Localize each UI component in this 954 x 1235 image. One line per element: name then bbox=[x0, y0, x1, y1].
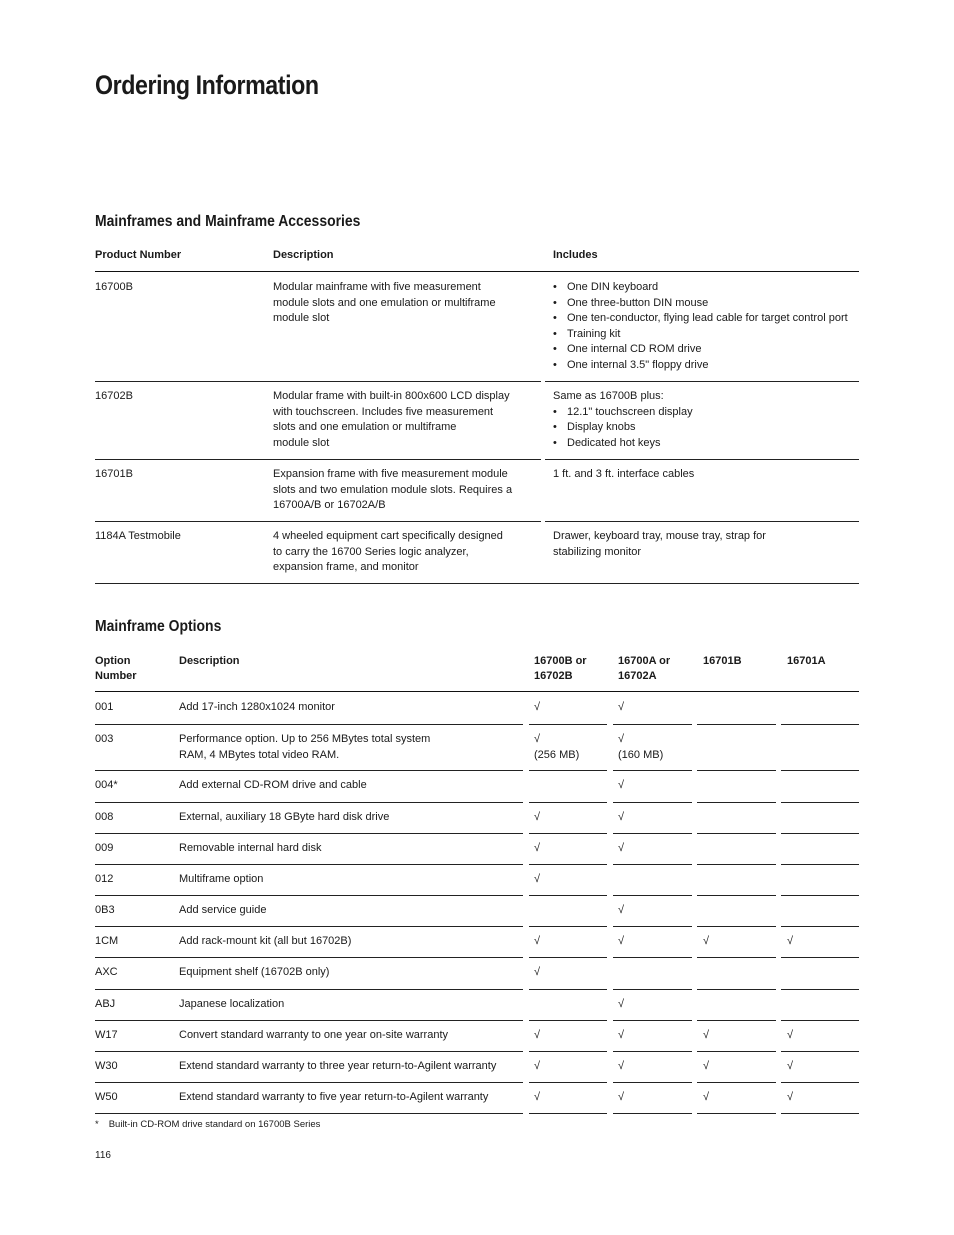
check-mark-icon: √ bbox=[703, 1029, 710, 1041]
row-rule bbox=[95, 459, 262, 460]
row-rule bbox=[613, 833, 692, 834]
row-rule bbox=[95, 989, 174, 990]
row-rule bbox=[529, 1051, 607, 1052]
header-rule bbox=[95, 271, 859, 272]
description-line: slots and two emulation module slots. Requires a bbox=[273, 483, 513, 496]
row-rule bbox=[781, 926, 859, 927]
availability-note: (256 MB) bbox=[534, 748, 580, 761]
option-description bbox=[179, 732, 430, 763]
option-description bbox=[179, 997, 284, 1013]
header-rule bbox=[95, 691, 859, 692]
row-rule bbox=[697, 802, 776, 803]
row-rule bbox=[781, 1051, 859, 1052]
row-rule bbox=[174, 895, 523, 896]
availability-c1 bbox=[534, 700, 540, 716]
footnote-marker: * bbox=[95, 1119, 99, 1130]
row-rule bbox=[781, 724, 859, 725]
check-mark-icon: √ bbox=[787, 935, 794, 947]
availability-note: (160 MB) bbox=[618, 748, 664, 761]
header-c2: 16700A or 16702A bbox=[618, 655, 671, 682]
check-mark-icon: √ bbox=[618, 998, 625, 1010]
availability-c2 bbox=[618, 903, 624, 919]
row-rule bbox=[95, 521, 262, 522]
option-number: 003 bbox=[95, 733, 114, 745]
row-rule bbox=[174, 802, 523, 803]
row-rule bbox=[781, 989, 859, 990]
includes-item: • One DIN keyboard bbox=[553, 280, 848, 296]
option-description bbox=[179, 841, 321, 857]
availability-c2 bbox=[618, 1028, 624, 1044]
row-rule bbox=[529, 1020, 607, 1021]
includes-cell bbox=[553, 529, 766, 560]
check-mark-icon: √ bbox=[534, 1029, 541, 1041]
product-number: 1184A Testmobile bbox=[95, 530, 181, 542]
row-rule bbox=[545, 459, 859, 460]
row-rule bbox=[613, 1051, 692, 1052]
description-line: Expansion frame with five measurement module bbox=[273, 468, 508, 480]
header-option: Option Number bbox=[95, 655, 137, 682]
check-mark-icon: √ bbox=[534, 701, 541, 713]
check-mark-icon: √ bbox=[618, 733, 625, 745]
row-rule bbox=[613, 989, 692, 990]
availability-c2 bbox=[618, 841, 624, 857]
row-rule bbox=[174, 1113, 523, 1114]
product-number: 16702B bbox=[95, 390, 133, 402]
row-rule bbox=[697, 989, 776, 990]
check-mark-icon: √ bbox=[534, 1060, 541, 1072]
row-rule bbox=[529, 895, 607, 896]
page-title: Ordering Information bbox=[95, 70, 319, 100]
availability-c2 bbox=[618, 1059, 624, 1075]
check-mark-icon: √ bbox=[787, 1091, 794, 1103]
row-rule bbox=[174, 926, 523, 927]
description-line: with touchscreen. Includes five measurement bbox=[273, 405, 494, 418]
row-rule bbox=[697, 1082, 776, 1083]
page-number: 116 bbox=[95, 1150, 111, 1161]
availability-c2 bbox=[618, 732, 663, 763]
option-description bbox=[179, 903, 266, 919]
check-mark-icon: √ bbox=[618, 842, 625, 854]
row-rule bbox=[613, 957, 692, 958]
row-rule bbox=[262, 521, 541, 522]
includes-intro: Same as 16700B plus: bbox=[553, 390, 664, 402]
row-rule bbox=[262, 459, 541, 460]
row-rule bbox=[95, 802, 174, 803]
description-line: Extend standard warranty to three year return-to-Agilent warranty bbox=[179, 1060, 497, 1072]
includes-item: • One ten-conductor, flying lead cable for target control port bbox=[553, 311, 848, 327]
availability-c3 bbox=[703, 1059, 709, 1075]
check-mark-icon: √ bbox=[534, 966, 541, 978]
header-c1: 16700B or 16702B bbox=[534, 655, 587, 682]
description-line: slots and one emulation or multiframe bbox=[273, 421, 457, 433]
description-line: Convert standard warranty to one year on-site warranty bbox=[179, 1029, 449, 1041]
check-mark-icon: √ bbox=[534, 873, 541, 885]
row-rule bbox=[95, 1082, 174, 1083]
row-rule bbox=[545, 381, 859, 382]
check-mark-icon: √ bbox=[618, 811, 625, 823]
row-rule bbox=[95, 1020, 174, 1021]
option-number: 004* bbox=[95, 779, 118, 791]
option-number: W50 bbox=[95, 1091, 118, 1103]
row-rule bbox=[174, 1020, 523, 1021]
row-rule bbox=[697, 957, 776, 958]
row-rule bbox=[95, 770, 174, 771]
check-mark-icon: √ bbox=[618, 935, 625, 947]
check-mark-icon: √ bbox=[618, 904, 625, 916]
row-rule bbox=[529, 1082, 607, 1083]
description-line: Removable internal hard disk bbox=[179, 842, 322, 854]
header-c3: 16701B bbox=[703, 655, 742, 667]
row-rule bbox=[529, 989, 607, 990]
row-rule bbox=[95, 833, 174, 834]
header-c4: 16701A bbox=[787, 655, 826, 667]
availability-c2 bbox=[618, 778, 624, 794]
availability-c2 bbox=[618, 1090, 624, 1106]
option-description bbox=[179, 778, 367, 794]
includes-item: • One three-button DIN mouse bbox=[553, 296, 848, 312]
availability-c4 bbox=[787, 1028, 793, 1044]
row-rule bbox=[529, 864, 607, 865]
availability-c2 bbox=[618, 700, 624, 716]
accessories-heading: Mainframes and Mainframe Accessories bbox=[95, 213, 361, 230]
option-number: ABJ bbox=[95, 998, 116, 1010]
availability-c2 bbox=[618, 934, 624, 950]
row-rule bbox=[781, 1082, 859, 1083]
footnote bbox=[95, 1119, 320, 1130]
description-line: Equipment shelf (16702B only) bbox=[179, 966, 330, 978]
row-rule bbox=[697, 926, 776, 927]
row-rule bbox=[95, 1113, 174, 1114]
row-rule bbox=[174, 864, 523, 865]
description-line: Modular frame with built-in 800x600 LCD display bbox=[273, 390, 510, 402]
availability-c3 bbox=[703, 934, 709, 950]
availability-c1 bbox=[534, 1090, 540, 1106]
product-description bbox=[273, 467, 512, 514]
description-line: Modular mainframe with five measurement bbox=[273, 281, 481, 293]
includes-intro: 1 ft. and 3 ft. interface cables bbox=[553, 468, 695, 480]
check-mark-icon: √ bbox=[534, 811, 541, 823]
header-product-number: Product Number bbox=[95, 249, 182, 261]
availability-c1 bbox=[534, 872, 540, 888]
option-description bbox=[179, 810, 389, 826]
row-rule bbox=[174, 1051, 523, 1052]
row-rule bbox=[529, 926, 607, 927]
description-line: 16700A/B or 16702A/B bbox=[273, 499, 386, 511]
check-mark-icon: √ bbox=[618, 701, 625, 713]
option-description bbox=[179, 1059, 496, 1075]
check-mark-icon: √ bbox=[534, 842, 541, 854]
description-line: Multiframe option bbox=[179, 873, 264, 885]
row-rule bbox=[781, 770, 859, 771]
availability-c1 bbox=[534, 732, 579, 763]
row-rule bbox=[262, 381, 541, 382]
availability-c1 bbox=[534, 810, 540, 826]
availability-c1 bbox=[534, 934, 540, 950]
row-rule bbox=[781, 1113, 859, 1114]
description-line: to carry the 16700 Series logic analyzer, bbox=[273, 545, 469, 558]
description-line: Add service guide bbox=[179, 904, 267, 916]
check-mark-icon: √ bbox=[618, 1029, 625, 1041]
description-line: module slot bbox=[273, 436, 330, 449]
description-line: expansion frame, and monitor bbox=[273, 561, 419, 573]
row-rule bbox=[95, 895, 174, 896]
check-mark-icon: √ bbox=[618, 1091, 625, 1103]
row-rule bbox=[529, 1113, 607, 1114]
includes-item: • Dedicated hot keys bbox=[553, 436, 693, 452]
availability-c4 bbox=[787, 1059, 793, 1075]
row-rule bbox=[613, 895, 692, 896]
header-includes: Includes bbox=[553, 249, 598, 261]
option-description bbox=[179, 934, 351, 950]
description-line: Japanese localization bbox=[179, 998, 285, 1010]
check-mark-icon: √ bbox=[703, 1091, 710, 1103]
availability-c2 bbox=[618, 997, 624, 1013]
includes-item: • Training kit bbox=[553, 327, 848, 343]
product-description bbox=[273, 529, 503, 576]
row-rule bbox=[174, 770, 523, 771]
options-heading: Mainframe Options bbox=[95, 618, 222, 635]
includes-cell bbox=[553, 467, 694, 483]
row-rule bbox=[174, 833, 523, 834]
row-rule bbox=[95, 381, 262, 382]
row-rule bbox=[613, 1113, 692, 1114]
includes-item: • One internal 3.5" floppy drive bbox=[553, 358, 848, 374]
header-description: Description bbox=[273, 249, 334, 261]
availability-c1 bbox=[534, 841, 540, 857]
row-rule bbox=[95, 724, 174, 725]
row-rule bbox=[697, 1113, 776, 1114]
check-mark-icon: √ bbox=[618, 779, 625, 791]
includes-cell bbox=[553, 280, 848, 373]
row-rule bbox=[697, 1020, 776, 1021]
description-line: 4 wheeled equipment cart specifically designed bbox=[273, 530, 503, 542]
includes-item: • Display knobs bbox=[553, 420, 693, 436]
product-number: 16701B bbox=[95, 468, 133, 480]
availability-c2 bbox=[618, 810, 624, 826]
includes-list bbox=[553, 405, 693, 452]
description-line: Extend standard warranty to five year return-to-Agilent warranty bbox=[179, 1091, 489, 1103]
includes-item: • One internal CD ROM drive bbox=[553, 342, 848, 358]
row-rule bbox=[781, 895, 859, 896]
row-rule bbox=[697, 724, 776, 725]
option-description bbox=[179, 965, 329, 981]
row-rule bbox=[613, 864, 692, 865]
row-rule bbox=[781, 833, 859, 834]
description-line: External, auxiliary 18 GByte hard disk drive bbox=[179, 811, 390, 823]
row-rule bbox=[613, 926, 692, 927]
row-rule bbox=[613, 802, 692, 803]
row-rule bbox=[613, 724, 692, 725]
availability-c4 bbox=[787, 934, 793, 950]
option-number: AXC bbox=[95, 966, 118, 978]
option-number: 009 bbox=[95, 842, 114, 854]
check-mark-icon: √ bbox=[703, 935, 710, 947]
row-rule bbox=[613, 1082, 692, 1083]
description-line: module slots and one emulation or multiframe bbox=[273, 296, 496, 309]
includes-intro: Drawer, keyboard tray, mouse tray, strap for stabilizing monitor bbox=[553, 530, 766, 558]
availability-c4 bbox=[787, 1090, 793, 1106]
row-rule bbox=[781, 802, 859, 803]
product-description bbox=[273, 280, 496, 327]
row-rule bbox=[95, 926, 174, 927]
row-rule bbox=[545, 521, 859, 522]
check-mark-icon: √ bbox=[787, 1029, 794, 1041]
includes-cell bbox=[553, 389, 693, 451]
row-rule bbox=[781, 957, 859, 958]
row-rule bbox=[529, 802, 607, 803]
availability-c3 bbox=[703, 1028, 709, 1044]
row-rule bbox=[529, 724, 607, 725]
row-rule bbox=[174, 724, 523, 725]
row-rule bbox=[697, 833, 776, 834]
row-rule bbox=[95, 864, 174, 865]
row-rule bbox=[95, 1051, 174, 1052]
footnote-text: Built-in CD-ROM drive standard on 16700B Series bbox=[108, 1119, 321, 1130]
description-line: Add external CD-ROM drive and cable bbox=[179, 779, 367, 791]
check-mark-icon: √ bbox=[534, 935, 541, 947]
option-number: W17 bbox=[95, 1029, 118, 1041]
row-rule bbox=[174, 1082, 523, 1083]
row-rule bbox=[781, 864, 859, 865]
description-line: module slot bbox=[273, 312, 330, 324]
option-number: 008 bbox=[95, 811, 114, 823]
check-mark-icon: √ bbox=[787, 1060, 794, 1072]
option-number: 012 bbox=[95, 873, 114, 885]
availability-c1 bbox=[534, 1059, 540, 1075]
row-rule bbox=[529, 833, 607, 834]
row-rule bbox=[613, 770, 692, 771]
option-number: 001 bbox=[95, 701, 114, 713]
row-rule bbox=[613, 1020, 692, 1021]
header-description: Description bbox=[179, 655, 240, 667]
option-description bbox=[179, 700, 335, 716]
check-mark-icon: √ bbox=[534, 733, 541, 745]
row-rule bbox=[174, 989, 523, 990]
check-mark-icon: √ bbox=[534, 1091, 541, 1103]
row-rule bbox=[95, 957, 174, 958]
product-description bbox=[273, 389, 510, 451]
availability-c1 bbox=[534, 1028, 540, 1044]
option-description bbox=[179, 872, 263, 888]
row-rule bbox=[529, 770, 607, 771]
includes-item: • 12.1" touchscreen display bbox=[553, 405, 693, 421]
row-rule bbox=[697, 864, 776, 865]
description-line: Performance option. Up to 256 MBytes total system bbox=[179, 733, 431, 745]
product-number: 16700B bbox=[95, 281, 133, 293]
row-rule bbox=[697, 895, 776, 896]
description-line: Add 17-inch 1280x1024 monitor bbox=[179, 701, 335, 713]
check-mark-icon: √ bbox=[703, 1060, 710, 1072]
option-description bbox=[179, 1028, 448, 1044]
description-line: Add rack-mount kit (all but 16702B) bbox=[179, 935, 352, 947]
row-rule bbox=[697, 1051, 776, 1052]
availability-c3 bbox=[703, 1090, 709, 1106]
row-rule bbox=[174, 957, 523, 958]
description-line: RAM, 4 MBytes total video RAM. bbox=[179, 748, 340, 761]
option-number: 1CM bbox=[95, 935, 119, 947]
option-number: 0B3 bbox=[95, 904, 115, 916]
option-number: W30 bbox=[95, 1060, 118, 1072]
check-mark-icon: √ bbox=[618, 1060, 625, 1072]
row-rule bbox=[529, 957, 607, 958]
availability-c1 bbox=[534, 965, 540, 981]
includes-list bbox=[553, 280, 848, 373]
option-description bbox=[179, 1090, 488, 1106]
row-rule bbox=[697, 770, 776, 771]
row-rule bbox=[95, 583, 859, 584]
row-rule bbox=[781, 1020, 859, 1021]
